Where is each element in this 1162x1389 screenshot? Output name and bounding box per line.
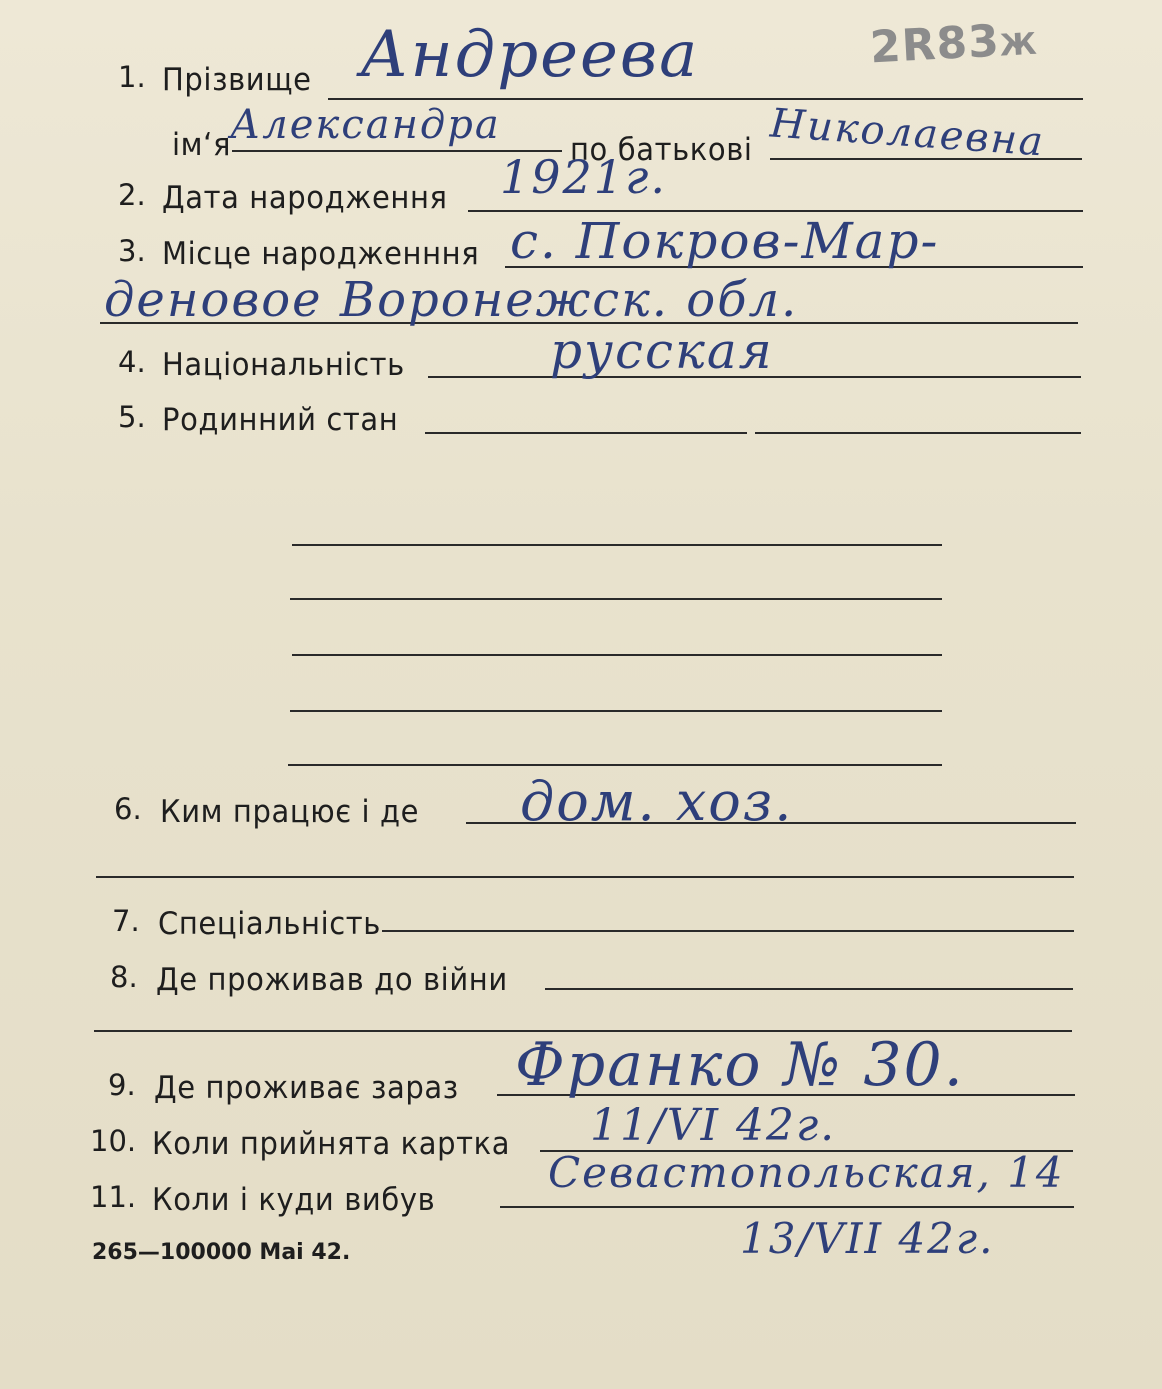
- nationality-value: русская: [550, 322, 774, 380]
- field-1-number: 1.: [118, 60, 146, 94]
- departed-value-1: Севастопольская, 14: [548, 1148, 1065, 1197]
- field-10-number: 10.: [90, 1124, 137, 1158]
- prewar-residence-line-1: [545, 988, 1073, 990]
- field-4-number: 4.: [118, 345, 146, 379]
- name-value: Александра: [230, 102, 501, 148]
- birthdate-value: 1921г.: [500, 150, 667, 204]
- field-7-number: 7.: [112, 904, 140, 938]
- child-2-line: [290, 598, 942, 600]
- card-accepted-label: Коли прийнята картка: [152, 1124, 511, 1162]
- child-3-line: [292, 654, 942, 656]
- departed-label: Коли і куди вибув: [152, 1180, 436, 1218]
- departed-line: [500, 1206, 1074, 1208]
- patronymic-label: по батькові: [570, 130, 753, 168]
- child-4-line: [290, 710, 942, 712]
- birthdate-label: Дата народження: [162, 178, 448, 216]
- current-residence-label: Де проживає зараз: [154, 1068, 459, 1106]
- departed-value-2: 13/VII 42г.: [740, 1214, 995, 1263]
- occupation-label: Ким працює і де: [160, 792, 420, 830]
- field-6-number: 6.: [114, 792, 142, 826]
- surname-label: Прізвище: [162, 60, 312, 98]
- field-9-number: 9.: [108, 1068, 136, 1102]
- birthplace-label: Місце народженння: [162, 234, 480, 272]
- field-5-number: 5.: [118, 400, 146, 434]
- child-5-line: [288, 764, 942, 766]
- field-2-number: 2.: [118, 178, 146, 212]
- marital-line-a: [425, 432, 747, 434]
- field-8-number: 8.: [110, 960, 138, 994]
- field-11-number: 11.: [90, 1180, 137, 1214]
- birthplace-value-1: с. Покров-Мар-: [510, 212, 940, 270]
- field-3-number: 3.: [118, 234, 146, 268]
- print-footer: 265—100000 Mai 42.: [92, 1240, 351, 1265]
- birthplace-value-2: деновое Воронежск. обл.: [104, 272, 799, 328]
- card-accepted-value: 11/VI 42г.: [590, 1100, 837, 1151]
- current-residence-value: Франко № 30.: [515, 1030, 965, 1100]
- patronymic-value: Николаевна: [768, 100, 1047, 166]
- speciality-line: [382, 930, 1074, 932]
- speciality-label: Спеціальність: [158, 904, 381, 942]
- name-label: ім‘я: [172, 125, 231, 163]
- marital-label: Родинний стан: [162, 400, 399, 438]
- occupation-value: дом. хоз.: [520, 770, 794, 833]
- card-number: 2R83Ж: [868, 15, 1039, 74]
- prewar-residence-label: Де проживав до війни: [156, 960, 508, 998]
- nationality-label: Національність: [162, 345, 405, 383]
- occupation-line-2: [96, 876, 1074, 878]
- surname-value: Андреева: [360, 18, 700, 92]
- child-1-line: [292, 544, 942, 546]
- surname-line: [328, 98, 1083, 100]
- marital-line-b: [755, 432, 1081, 434]
